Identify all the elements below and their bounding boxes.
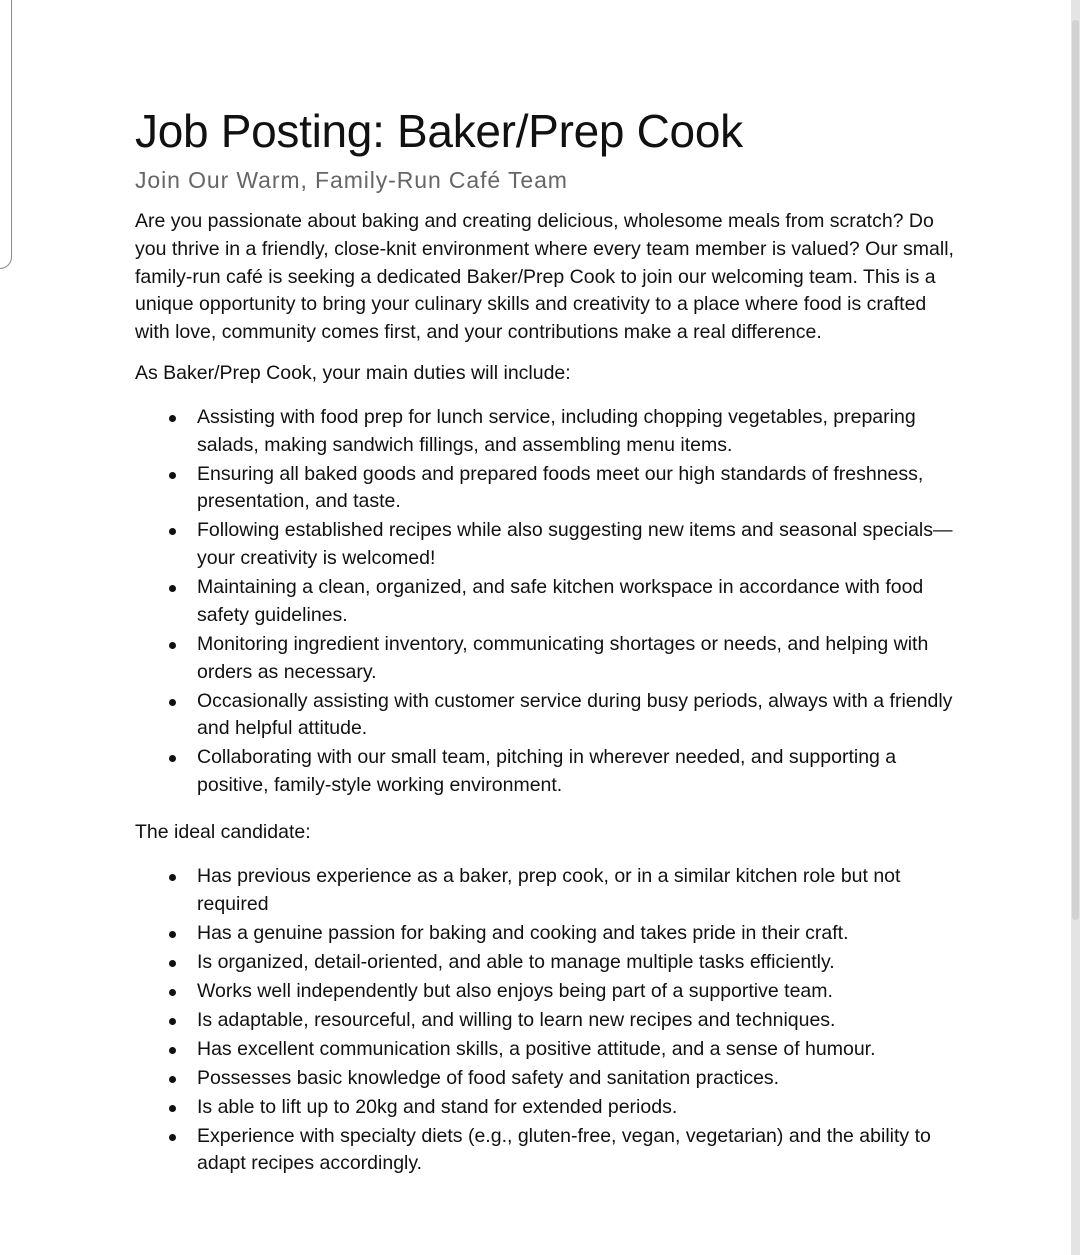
bullet-icon <box>169 989 176 996</box>
scrollbar-thumb[interactable] <box>1072 20 1079 920</box>
candidate-text: Is organized, detail-oriented, and able to manage multiple tasks efficiently. <box>197 950 835 973</box>
candidate-text: Experience with specialty diets (e.g., gluten-free, vegan, vegetarian) and the ability to adapt recipes accordingly. <box>197 1124 931 1175</box>
candidate-item <box>135 1123 955 1179</box>
candidate-text: Is able to lift up to 20kg and stand for extended periods. <box>197 1095 678 1118</box>
duty-text: Following established recipes while also suggesting new items and seasonal specials—your creativity is welcomed! <box>197 519 953 570</box>
candidate-lead: The ideal candidate: <box>135 821 311 844</box>
duty-item <box>135 631 955 687</box>
duty-text: Occasionally assisting with customer service during busy periods, always with a friendly and helpful attitude. <box>197 689 953 740</box>
duty-text: Ensuring all baked goods and prepared foods meet our high standards of freshness, presentation, and taste. <box>197 462 924 513</box>
bullet-icon <box>169 585 176 592</box>
side-panel-tab[interactable] <box>0 0 12 269</box>
candidate-list <box>135 863 955 1178</box>
bullet-icon <box>169 931 176 938</box>
bullet-icon <box>169 960 176 967</box>
duty-text: Monitoring ingredient inventory, communicating shortages or needs, and helping with orders as necessary. <box>197 632 929 683</box>
document-title: Job Posting: Baker/Prep Cook <box>135 105 743 157</box>
candidate-item <box>135 1094 955 1122</box>
duty-item <box>135 461 955 517</box>
bullet-icon <box>169 1076 176 1083</box>
candidate-text: Possesses basic knowledge of food safety and sanitation practices. <box>197 1066 780 1089</box>
candidate-item <box>135 978 955 1006</box>
duty-text: Assisting with food prep for lunch service, including chopping vegetables, preparing salads, making sandwich fillings, and assembling menu items. <box>197 405 916 456</box>
bullet-icon <box>169 1134 176 1141</box>
duties-list <box>135 404 955 800</box>
scrollbar-track[interactable] <box>1071 0 1080 1255</box>
bullet-icon <box>169 755 176 762</box>
bullet-icon <box>169 528 176 535</box>
candidate-text: Works well independently but also enjoys being part of a supportive team. <box>197 979 833 1002</box>
bullet-icon <box>169 1047 176 1054</box>
document-subtitle: Join Our Warm, Family-Run Café Team <box>135 167 568 193</box>
duty-item <box>135 404 955 460</box>
candidate-item <box>135 1036 955 1064</box>
candidate-item <box>135 1065 955 1093</box>
duty-text: Collaborating with our small team, pitching in wherever needed, and supporting a positive, family-style working environment. <box>197 746 897 797</box>
bullet-icon <box>169 1105 176 1112</box>
bullet-icon <box>169 874 176 881</box>
candidate-text: Is adaptable, resourceful, and willing to learn new recipes and techniques. <box>197 1008 836 1031</box>
candidate-item <box>135 920 955 948</box>
duty-item <box>135 517 955 573</box>
duties-lead: As Baker/Prep Cook, your main duties will include: <box>135 361 571 384</box>
candidate-text: Has excellent communication skills, a positive attitude, and a sense of humour. <box>197 1037 876 1060</box>
duty-item <box>135 744 955 800</box>
candidate-item <box>135 949 955 977</box>
bullet-icon <box>169 472 176 479</box>
duty-item <box>135 574 955 630</box>
bullet-icon <box>169 699 176 706</box>
bullet-icon <box>169 1018 176 1025</box>
candidate-item <box>135 863 955 919</box>
candidate-text: Has a genuine passion for baking and cooking and takes pride in their craft. <box>197 921 849 944</box>
duty-item <box>135 688 955 744</box>
bullet-icon <box>169 415 176 422</box>
candidate-item <box>135 1007 955 1035</box>
duty-text: Maintaining a clean, organized, and safe kitchen workspace in accordance with food safety guidelines. <box>197 576 924 626</box>
intro-paragraph: Are you passionate about baking and creating delicious, wholesome meals from scratch? Do you thrive in a friendly, close-knit environment where every team member is valued? Our small, family-run café is seeking a dedicated Baker/Prep Cook to join our welcoming team. This is a unique opportunity to bring your culinary skills and creativity to a place where food is crafted with love, community comes first, and your contributions make a real difference. <box>135 210 954 344</box>
document-page <box>135 104 955 1197</box>
bullet-icon <box>169 642 176 649</box>
candidate-text: Has previous experience as a baker, prep cook, or in a similar kitchen role but not required <box>197 864 901 915</box>
